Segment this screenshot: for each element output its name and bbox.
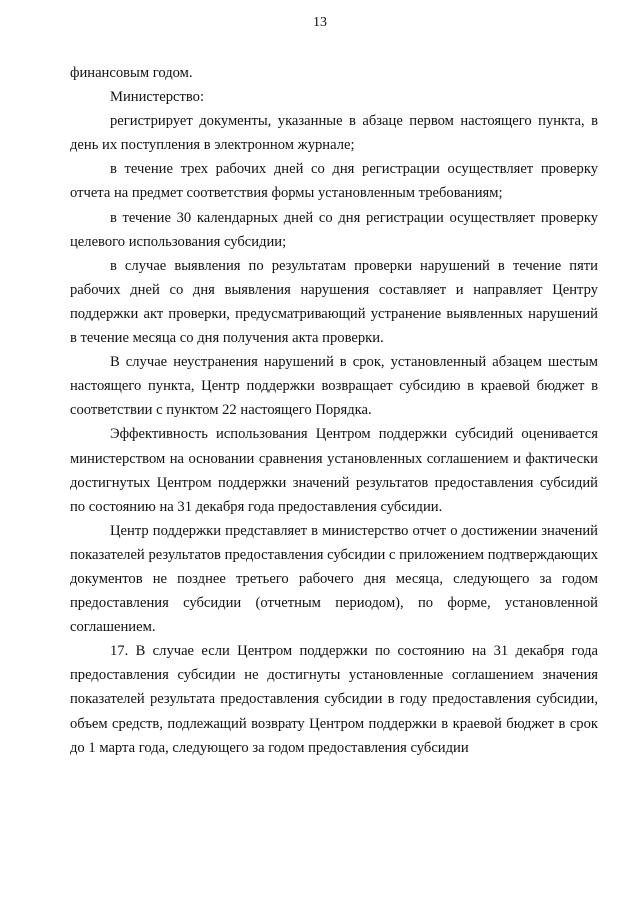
paragraph-violations-act: в случае выявления по результатам проверки нарушений в течение пяти рабочих дней со дня выявления нарушения составляет и направляет Центру поддержки акт проверки, предусматривающий устранение выявленных нарушений в течение месяца со дня получения акта проверки. xyxy=(70,257,598,347)
paragraph-report-submission: Центр поддержки представляет в министерство отчет о достижении значений показателей результатов предоставления субсидии с приложением подтверждающих документов не позднее третьего рабочего дня месяца, следующего за годом предоставления субсидии (отчетным периодом), по форме, установленной соглашением. xyxy=(70,522,598,636)
paragraph-efficiency-assessment: Эффективность использования Центром поддержки субсидий оценивается министерством на основании сравнения установленных соглашением и фактически достигнутых Центром поддержки значений результатов предоставления субсидий по состоянию на 31 декабря года предоставления субсидии. xyxy=(70,426,598,515)
paragraph-target-use-check: в течение 30 календарных дней со дня регистрации осуществляет проверку целевого использования субсидии; xyxy=(70,209,598,250)
paragraph-ministry-heading: Министерство: xyxy=(110,89,205,106)
document-body xyxy=(70,61,598,760)
paragraph-item-17: 17. В случае если Центром поддержки по состоянию на 31 декабря года предоставления субсидии не достигнуты установленные соглашением значения показателей результата предоставления субсидии в году предоставления субсидии, объем средств, подлежащий возврату Центром поддержки в краевой бюджет в срок до 1 марта года, следующего за годом предоставления субсидии xyxy=(70,643,598,756)
page-number: 13 xyxy=(313,15,327,30)
paragraph-form-check: в течение трех рабочих дней со дня регистрации осуществляет проверку отчета на предмет соответствия формы установленным требованиям; xyxy=(70,161,598,202)
paragraph-subsidy-return: В случае неустранения нарушений в срок, установленный абзацем шестым настоящего пункта, Центр поддержки возвращает субсидию в краевой бюджет в соответствии с пунктом 22 настоящего Порядка. xyxy=(70,354,598,419)
paragraph-continuation: финансовым годом. xyxy=(70,65,193,81)
paragraph-registers-documents: регистрирует документы, указанные в абзаце первом настоящего пункта, в день их поступления в электронном журнале; xyxy=(70,113,598,154)
